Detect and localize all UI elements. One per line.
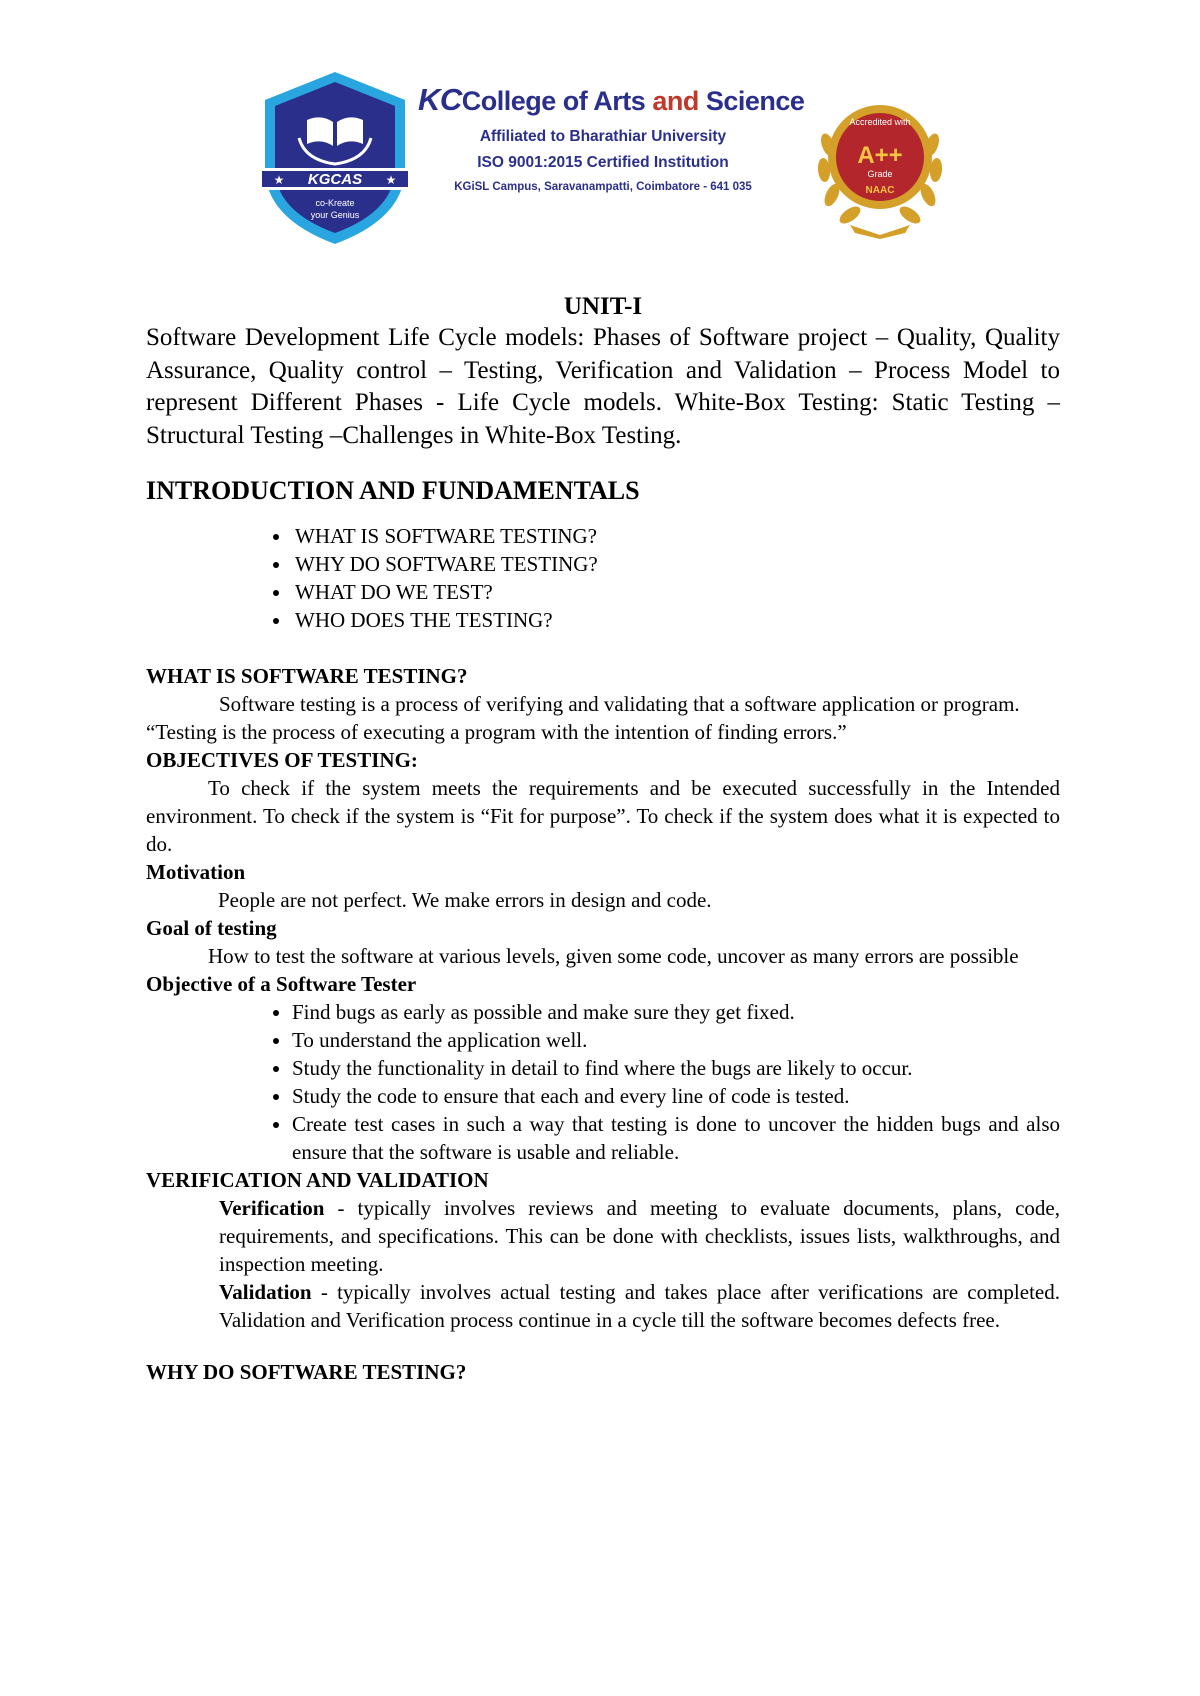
intro-heading: INTRODUCTION AND FUNDAMENTALS	[146, 476, 640, 505]
seal-grade: A++	[857, 142, 903, 169]
svg-text:★: ★	[273, 173, 285, 187]
what-is-definition: Software testing is a process of verifying and validating that a software application or program.	[219, 692, 1020, 716]
motivation-heading: Motivation	[146, 860, 246, 884]
what-is-heading: WHAT IS SOFTWARE TESTING?	[146, 664, 468, 688]
college-shield-logo	[255, 68, 415, 248]
college-address: KGiSL Campus, Saravanampatti, Coimbatore - 641 035	[454, 181, 752, 193]
goal-text: How to test the software at various levels, given some code, uncover as many errors are possible	[208, 944, 1019, 968]
intro-list	[146, 522, 1060, 634]
seal-accredited: Accredited with	[849, 117, 911, 127]
college-name: KCCollege of Arts and Science	[418, 82, 805, 117]
objectives-text: To check if the system meets the requirements and be executed successfully in the Intended environment. To check if the system is “Fit for purpose”. To check if the system does what it is expected to do.	[146, 776, 1060, 856]
validation-term: Validation	[219, 1280, 312, 1304]
seal-grade-label: Grade	[867, 169, 893, 179]
goal-heading: Goal of testing	[146, 916, 277, 940]
verification-text: - typically involves reviews and meeting to evaluate documents, plans, code, requirements, and specifications. This can be done with checklists, issues lists, walkthroughs, and inspection meeting.	[219, 1196, 1060, 1276]
list-item: • WHAT IS SOFTWARE TESTING?	[292, 522, 1060, 550]
unit-syllabus: Software Development Life Cycle models: Phases of Software project – Quality, Quality Assurance, Quality control – Testing, Verification and Validation – Process Model to represent Different Phases - Life Cycle models. White-Box Testing: Static Testing – Structural Testing –Challenges in White-Box Testing.	[146, 324, 1060, 449]
verification-term: Verification	[219, 1196, 325, 1220]
logo-tagline-1: co-Kreate	[315, 198, 355, 208]
list-item: • To understand the application well.	[292, 1026, 1060, 1054]
list-item: • Create test cases in such a way that testing is done to uncover the hidden bugs and also ensure that the software is usable and reliable.	[292, 1110, 1060, 1166]
list-item: • WHO DOES THE TESTING?	[292, 606, 1060, 634]
why-heading: WHY DO SOFTWARE TESTING?	[146, 1360, 467, 1384]
list-item: • Find bugs as early as possible and make sure they get fixed.	[292, 998, 1060, 1026]
college-iso: ISO 9001:2015 Certified Institution	[477, 154, 729, 171]
college-info	[418, 82, 818, 193]
objectives-heading: OBJECTIVES OF TESTING:	[146, 748, 418, 772]
list-item: • Study the functionality in detail to find where the bugs are likely to occur.	[292, 1054, 1060, 1082]
svg-text:★: ★	[385, 173, 397, 187]
college-affiliation: Affiliated to Bharathiar University	[479, 128, 727, 145]
page-header	[0, 0, 1200, 260]
logo-text: KGCAS	[307, 171, 363, 188]
list-item: • WHY DO SOFTWARE TESTING?	[292, 550, 1060, 578]
verification-paragraph	[146, 1194, 1060, 1278]
tester-heading: Objective of a Software Tester	[146, 972, 417, 996]
validation-text: - typically involves actual testing and takes place after verifications are completed. Validation and Verification process continue in a cycle till the software becomes defects free.	[219, 1280, 1060, 1332]
what-is-quote: “Testing is the process of executing a program with the intention of finding errors.”	[146, 720, 847, 744]
list-item: • WHAT DO WE TEST?	[292, 578, 1060, 606]
list-item: • Study the code to ensure that each and every line of code is tested.	[292, 1082, 1060, 1110]
unit-title: UNIT-I	[563, 293, 643, 320]
naac-seal	[810, 85, 950, 240]
document-body	[146, 292, 1060, 1386]
validation-paragraph	[146, 1278, 1060, 1334]
tester-list	[146, 998, 1060, 1166]
seal-body: NAAC	[865, 185, 895, 196]
logo-tagline-2: your Genius	[310, 210, 360, 220]
vv-heading: VERIFICATION AND VALIDATION	[146, 1168, 489, 1192]
motivation-text: People are not perfect. We make errors in design and code.	[218, 888, 712, 912]
